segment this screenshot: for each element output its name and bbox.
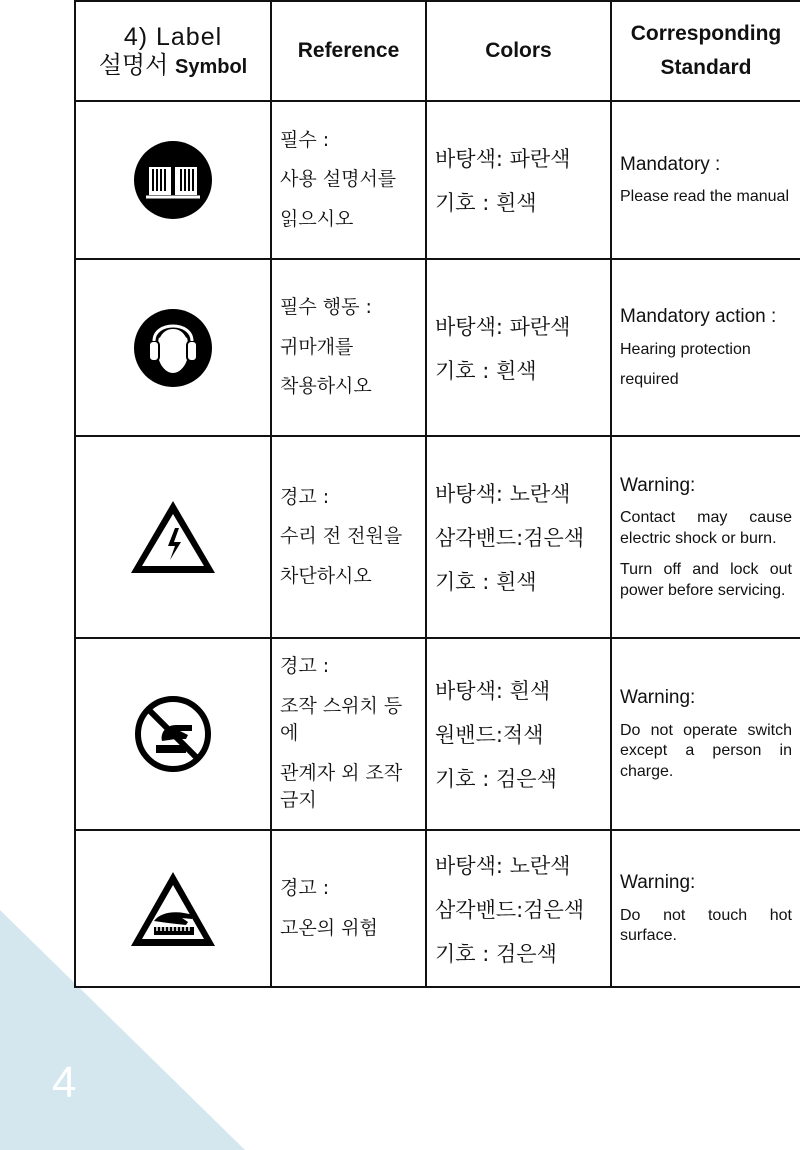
color-line: 원밴드:적색 — [435, 723, 544, 747]
reference-line: 경고 : — [280, 655, 330, 678]
reference-line: 관계자 외 조작금지 — [280, 761, 403, 812]
standard-body: required — [620, 371, 679, 389]
color-line: 바탕색: 파란색 — [435, 147, 571, 171]
symbol-cell — [75, 101, 271, 259]
header-symbol — [75, 1, 271, 101]
table-row — [75, 830, 800, 987]
reference-line: 차단하시오 — [280, 564, 372, 587]
standard-head: Warning: — [620, 474, 696, 496]
standard-body: Do not operate switch except a person in charge. — [620, 721, 792, 781]
label-symbol-table — [74, 0, 800, 988]
reference-cell — [271, 436, 426, 638]
no-operate-switch-icon — [132, 693, 214, 775]
electric-shock-warning-icon — [128, 498, 218, 576]
color-line: 바탕색: 흰색 — [435, 679, 551, 703]
reference-line: 필수 행동 : — [280, 296, 372, 319]
symbol-cell — [75, 436, 271, 638]
header-standard: Corresponding Standard — [611, 1, 800, 101]
ear-protection-icon — [132, 307, 214, 389]
reference-line: 수리 전 전원을 — [280, 525, 403, 548]
standard-head: Warning: — [620, 871, 696, 893]
symbol-cell — [75, 259, 271, 436]
symbol-cell — [75, 830, 271, 987]
reference-line: 사용 설명서를 — [280, 168, 397, 191]
standard-cell — [611, 436, 800, 638]
table-row — [75, 101, 800, 259]
color-line: 바탕색: 노란색 — [435, 482, 571, 506]
table-header-row — [75, 1, 800, 101]
table-row — [75, 259, 800, 436]
color-line: 기호 : 검은색 — [435, 941, 557, 966]
standard-body: Do not touch hot surface. — [620, 906, 792, 945]
color-line: 기호 : 흰색 — [435, 570, 537, 594]
standard-head: Mandatory action : — [620, 305, 777, 327]
standard-head: Warning: — [620, 686, 696, 708]
header-reference: Reference — [271, 1, 426, 101]
standard-cell — [611, 259, 800, 436]
header-symbol-en: Symbol — [174, 55, 248, 78]
reference-line: 경고 : — [280, 876, 330, 899]
standard-body: Contact may cause electric shock or burn. — [620, 509, 792, 548]
hot-surface-warning-icon — [128, 869, 218, 949]
reference-line: 조작 스위치 등에 — [280, 694, 403, 745]
colors-cell — [426, 830, 611, 987]
color-line: 기호 : 흰색 — [435, 358, 537, 383]
color-line: 바탕색: 파란색 — [435, 314, 571, 339]
color-line: 바탕색: 노란색 — [435, 853, 571, 878]
reference-cell — [271, 101, 426, 259]
standard-cell — [611, 638, 800, 830]
colors-cell — [426, 638, 611, 830]
reference-line: 경고 : — [280, 485, 330, 508]
colors-cell — [426, 101, 611, 259]
symbol-cell — [75, 638, 271, 830]
reference-cell — [271, 638, 426, 830]
table-row — [75, 436, 800, 638]
reference-line: 귀마개를 — [280, 335, 354, 358]
colors-cell — [426, 436, 611, 638]
standard-body: Hearing protection — [620, 340, 751, 358]
color-line: 기호 : 검은색 — [435, 767, 557, 791]
page-number: 4 — [52, 1058, 77, 1107]
color-line: 기호 : 흰색 — [435, 191, 537, 215]
standard-head: Mandatory : — [620, 153, 721, 175]
header-colors: Colors — [426, 1, 611, 101]
reference-line: 착용하시오 — [280, 375, 372, 398]
standard-body: Turn off and lock out power before servicing. — [620, 560, 792, 599]
color-line: 삼각밴드:검은색 — [435, 526, 585, 550]
standard-cell — [611, 830, 800, 987]
reference-cell — [271, 830, 426, 987]
standard-body: Please read the manual — [620, 188, 789, 206]
reference-line: 고온의 위험 — [280, 916, 378, 939]
read-manual-icon — [132, 139, 214, 221]
reference-line: 읽으시오 — [280, 207, 354, 230]
reference-cell — [271, 259, 426, 436]
table-row — [75, 638, 800, 830]
header-symbol-ko: 설명서 — [98, 51, 169, 79]
color-line: 삼각밴드:검은색 — [435, 897, 585, 922]
reference-line: 필수 : — [280, 128, 330, 151]
colors-cell — [426, 259, 611, 436]
standard-cell — [611, 101, 800, 259]
header-symbol-title: 4) Label — [123, 22, 223, 51]
